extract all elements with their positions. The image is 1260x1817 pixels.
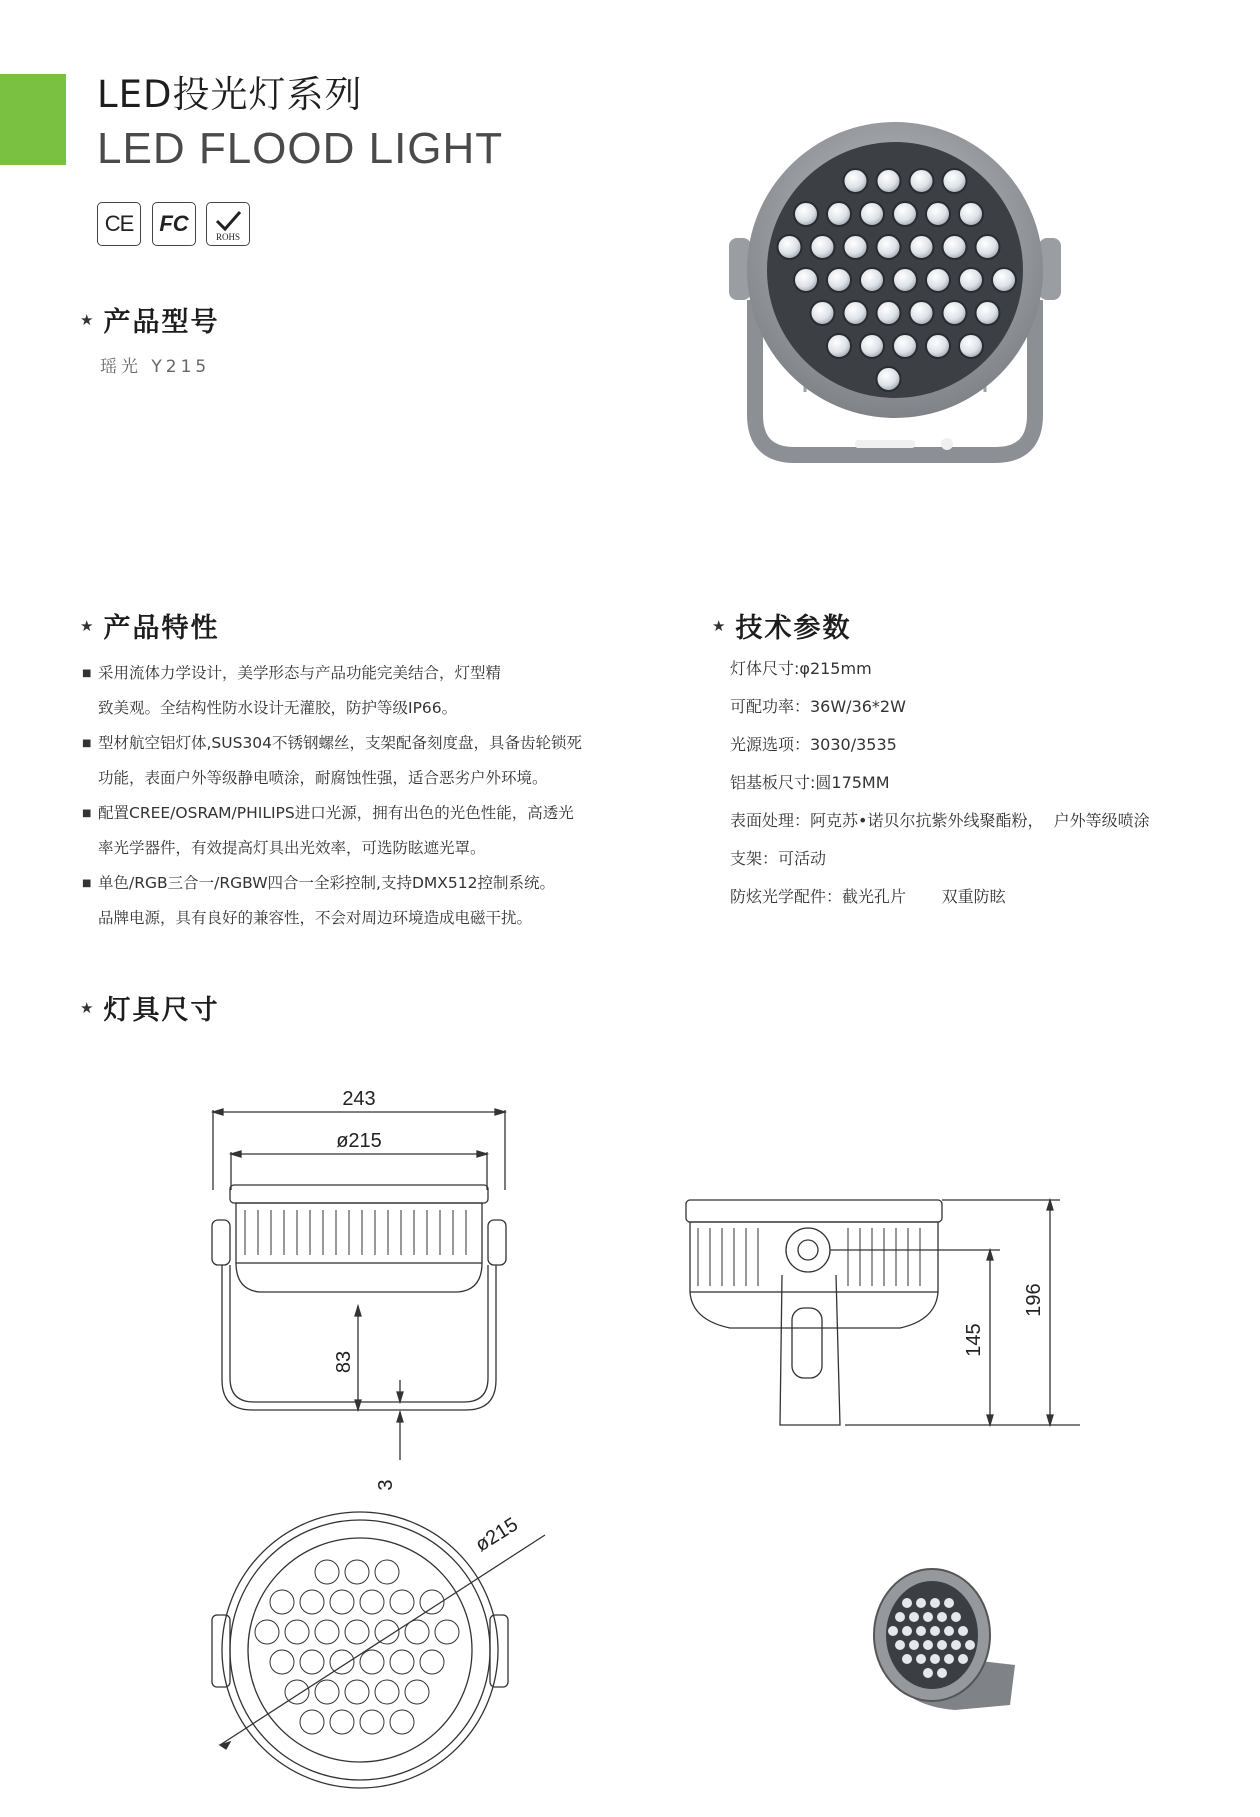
specs-heading	[712, 606, 851, 645]
led-lens	[943, 235, 967, 259]
led-lens	[405, 1680, 429, 1704]
led-lens	[877, 301, 901, 325]
feature-line: 配置CREE/OSRAM/PHILIPS进口光源，拥有出色的光色性能，高透光	[98, 804, 574, 822]
led-lens	[951, 1640, 961, 1650]
led-lens	[285, 1620, 309, 1644]
bullet-icon: ■	[82, 878, 92, 889]
spec-row: 灯体尺寸:φ215mm	[730, 659, 872, 678]
led-lens	[923, 1612, 933, 1622]
led-lens	[827, 268, 851, 292]
front-elevation-drawing	[200, 1080, 530, 1500]
led-lens	[330, 1650, 354, 1674]
dim-body-diameter: ø215	[336, 1130, 382, 1152]
list-item	[82, 866, 642, 936]
led-lens	[375, 1560, 399, 1584]
fcc-label: FC	[159, 211, 189, 236]
led-lens	[345, 1620, 369, 1644]
led-lens	[902, 1654, 912, 1664]
bullet-icon: ■	[82, 808, 92, 819]
led-lens	[937, 1668, 947, 1678]
led-lens	[811, 301, 835, 325]
model-name: 瑶光 Y215	[100, 357, 211, 377]
feature-line: 型材航空铝灯体,SUS304不锈钢螺丝，支架配备刻度盘，具备齿轮锁死	[98, 734, 583, 752]
led-lens	[330, 1710, 354, 1734]
led-lens	[959, 202, 983, 226]
led-lens	[345, 1680, 369, 1704]
led-lens	[923, 1668, 933, 1678]
led-lens	[944, 1626, 954, 1636]
led-lens	[811, 235, 835, 259]
led-lens	[909, 1612, 919, 1622]
led-lens	[827, 202, 851, 226]
led-lens	[944, 1598, 954, 1608]
led-lens	[992, 268, 1016, 292]
star-icon: ★	[712, 616, 728, 635]
spec-row: 可配功率：36W/36*2W	[730, 697, 906, 716]
feature-line: 致美观。全结构性防水设计无灌胶，防护等级IP66。	[98, 699, 458, 717]
model-heading-text: 产品型号	[103, 307, 220, 338]
led-lens	[930, 1598, 940, 1608]
led-lens	[255, 1620, 279, 1644]
led-lens	[794, 202, 818, 226]
led-lens	[390, 1590, 414, 1614]
led-lens	[315, 1560, 339, 1584]
led-lens	[860, 268, 884, 292]
led-lens	[778, 235, 802, 259]
led-lens	[926, 202, 950, 226]
led-lens	[827, 334, 851, 358]
led-lens	[877, 235, 901, 259]
dim-pivot-height: 145	[963, 1323, 985, 1357]
rohs-label: ROHS	[215, 232, 240, 242]
spec-row: 表面处理：阿克苏•诺贝尔抗紫外线聚酯粉， 户外等级喷涂	[730, 811, 1150, 830]
led-lens	[860, 202, 884, 226]
led-lens	[926, 268, 950, 292]
feature-line: 品牌电源，具有良好的兼容性，不会对周边环境造成电磁干扰。	[98, 909, 533, 927]
led-lens	[976, 301, 1000, 325]
led-lens	[951, 1612, 961, 1622]
features-heading	[80, 606, 219, 645]
led-lens	[965, 1640, 975, 1650]
led-lens	[958, 1626, 968, 1636]
led-lens	[390, 1650, 414, 1674]
ce-mark	[97, 202, 141, 246]
led-lens	[916, 1598, 926, 1608]
led-lens	[944, 1654, 954, 1664]
led-lens	[844, 169, 868, 193]
specs-heading-text: 技术参数	[735, 613, 852, 644]
led-lens	[270, 1650, 294, 1674]
spec-row: 支架：可活动	[730, 849, 827, 868]
led-lens	[300, 1710, 324, 1734]
led-lens	[860, 334, 884, 358]
front-face-drawing	[200, 1500, 560, 1810]
star-icon: ★	[80, 616, 96, 635]
led-lens	[909, 1640, 919, 1650]
led-lens	[943, 169, 967, 193]
star-icon: ★	[80, 998, 96, 1017]
star-icon: ★	[80, 310, 96, 329]
led-lens	[959, 334, 983, 358]
led-lens	[930, 1626, 940, 1636]
feature-line: 率光学器件，有效提高灯具出光效率，可选防眩遮光罩。	[98, 839, 486, 857]
spec-row: 防炫光学配件：截光孔片 双重防眩	[730, 887, 1006, 906]
model-heading	[80, 300, 219, 339]
rohs-mark	[206, 202, 250, 246]
list-item	[82, 656, 642, 726]
led-lens	[937, 1612, 947, 1622]
led-lens	[315, 1680, 339, 1704]
list-item	[82, 726, 642, 796]
page-title-cn: LED投光灯系列	[97, 73, 363, 116]
led-lens	[895, 1612, 905, 1622]
specs-list	[730, 650, 1150, 916]
led-lens	[877, 367, 901, 391]
led-lens	[902, 1598, 912, 1608]
led-lens	[893, 334, 917, 358]
product-photo	[715, 110, 1075, 470]
led-lens	[893, 202, 917, 226]
led-lens	[923, 1640, 933, 1650]
led-lens	[926, 334, 950, 358]
dim-bracket-drop: 83	[333, 1350, 355, 1374]
led-lens	[270, 1590, 294, 1614]
features-list	[82, 656, 642, 936]
led-lens	[910, 301, 934, 325]
perspective-render	[860, 1555, 1030, 1725]
feature-line: 单色/RGB三合一/RGBW四合一全彩控制,支持DMX512控制系统。	[98, 874, 555, 892]
led-lens	[910, 235, 934, 259]
led-lens	[937, 1640, 947, 1650]
feature-line: 功能，表面户外等级静电喷涂，耐腐蚀性强，适合恶劣户外环境。	[98, 769, 548, 787]
led-lens	[300, 1590, 324, 1614]
spec-row: 铝基板尺寸:圆175MM	[730, 773, 890, 792]
fcc-mark	[152, 202, 196, 246]
led-lens	[910, 169, 934, 193]
led-lens	[958, 1654, 968, 1664]
led-lens	[902, 1626, 912, 1636]
dim-overall-width: 243	[342, 1088, 376, 1110]
led-lens	[360, 1590, 384, 1614]
led-lens	[375, 1680, 399, 1704]
led-lens	[888, 1626, 898, 1636]
led-lens	[794, 268, 818, 292]
led-lens	[844, 235, 868, 259]
led-lens	[976, 235, 1000, 259]
bullet-icon: ■	[82, 738, 92, 749]
led-lens	[916, 1626, 926, 1636]
led-lens	[895, 1640, 905, 1650]
led-lens	[360, 1650, 384, 1674]
list-item	[82, 796, 642, 866]
led-lens	[345, 1560, 369, 1584]
dim-total-height: 196	[1023, 1283, 1045, 1317]
led-lens	[315, 1620, 339, 1644]
led-lens	[360, 1710, 384, 1734]
led-lens	[330, 1590, 354, 1614]
feature-line: 采用流体力学设计，美学形态与产品功能完美结合，灯型精	[98, 664, 502, 682]
bullet-icon: ■	[82, 668, 92, 679]
led-lens	[420, 1650, 444, 1674]
features-heading-text: 产品特性	[103, 613, 220, 644]
led-lens	[930, 1654, 940, 1664]
page-title-en: LED FLOOD LIGHT	[97, 124, 504, 173]
led-lens	[390, 1710, 414, 1734]
led-lens	[844, 301, 868, 325]
dimensions-heading	[80, 988, 219, 1027]
checkmark-icon	[214, 210, 242, 232]
led-lens	[916, 1654, 926, 1664]
led-lens	[300, 1650, 324, 1674]
ce-label: CE	[104, 211, 134, 236]
led-lens	[877, 169, 901, 193]
dimensions-heading-text: 灯具尺寸	[103, 995, 220, 1026]
dim-base-thickness: 3	[375, 1479, 397, 1491]
led-lens	[893, 268, 917, 292]
led-lens	[943, 301, 967, 325]
brand-accent-bar	[0, 74, 66, 165]
led-lens	[435, 1620, 459, 1644]
side-elevation-drawing	[680, 1180, 1080, 1440]
dim-front-diameter: ø215	[471, 1513, 522, 1557]
spec-row: 光源选项：3030/3535	[730, 735, 897, 754]
led-lens	[959, 268, 983, 292]
